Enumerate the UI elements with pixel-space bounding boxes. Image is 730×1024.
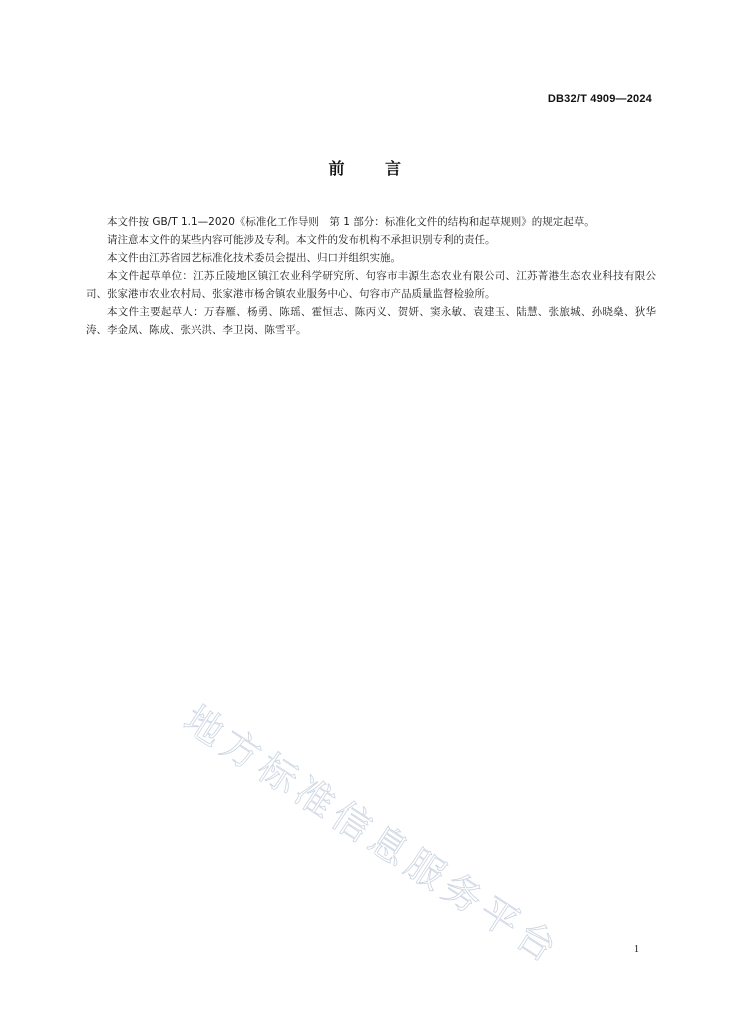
document-code: DB32/T 4909—2024 <box>547 93 652 105</box>
title-char-2: 言 <box>385 159 402 178</box>
paragraph-proposer: 本文件由江苏省园艺标准化技术委员会提出、归口并组织实施。 <box>107 252 401 264</box>
paragraph-patent-notice: 请注意本文件的某些内容可能涉及专利。本文件的发布机构不承担识别专利的责任。 <box>107 234 496 246</box>
paragraph-drafting-rules: 本文件按 GB/T 1.1—2020《标准化工作导则 第 1 部分：标准化文件的结构和起草规则》的规定起草。 <box>107 216 595 228</box>
foreword-body <box>86 213 656 339</box>
page-title <box>0 156 730 179</box>
paragraph-drafting-units: 本文件起草单位：江苏丘陵地区镇江农业科学研究所、句容市丰源生态农业有限公司、江苏菁港生态农业科技有限公司、张家港市农业农村局、张家港市杨舍镇农业服务中心、句容市产品质量监督检验所。 <box>86 270 656 300</box>
page-number: 1 <box>634 944 639 955</box>
watermark: 地方标准信息服务平台 <box>176 696 570 974</box>
paragraph-drafters: 本文件主要起草人：万春雁、杨勇、陈瑶、霍恒志、陈丙义、贺妍、窦永敏、袁建玉、陆慧、张旅城、孙晓燊、狄华涛、李金凤、陈成、张兴洪、李卫岗、陈雪平。 <box>86 306 656 336</box>
title-char-1: 前 <box>328 159 345 178</box>
